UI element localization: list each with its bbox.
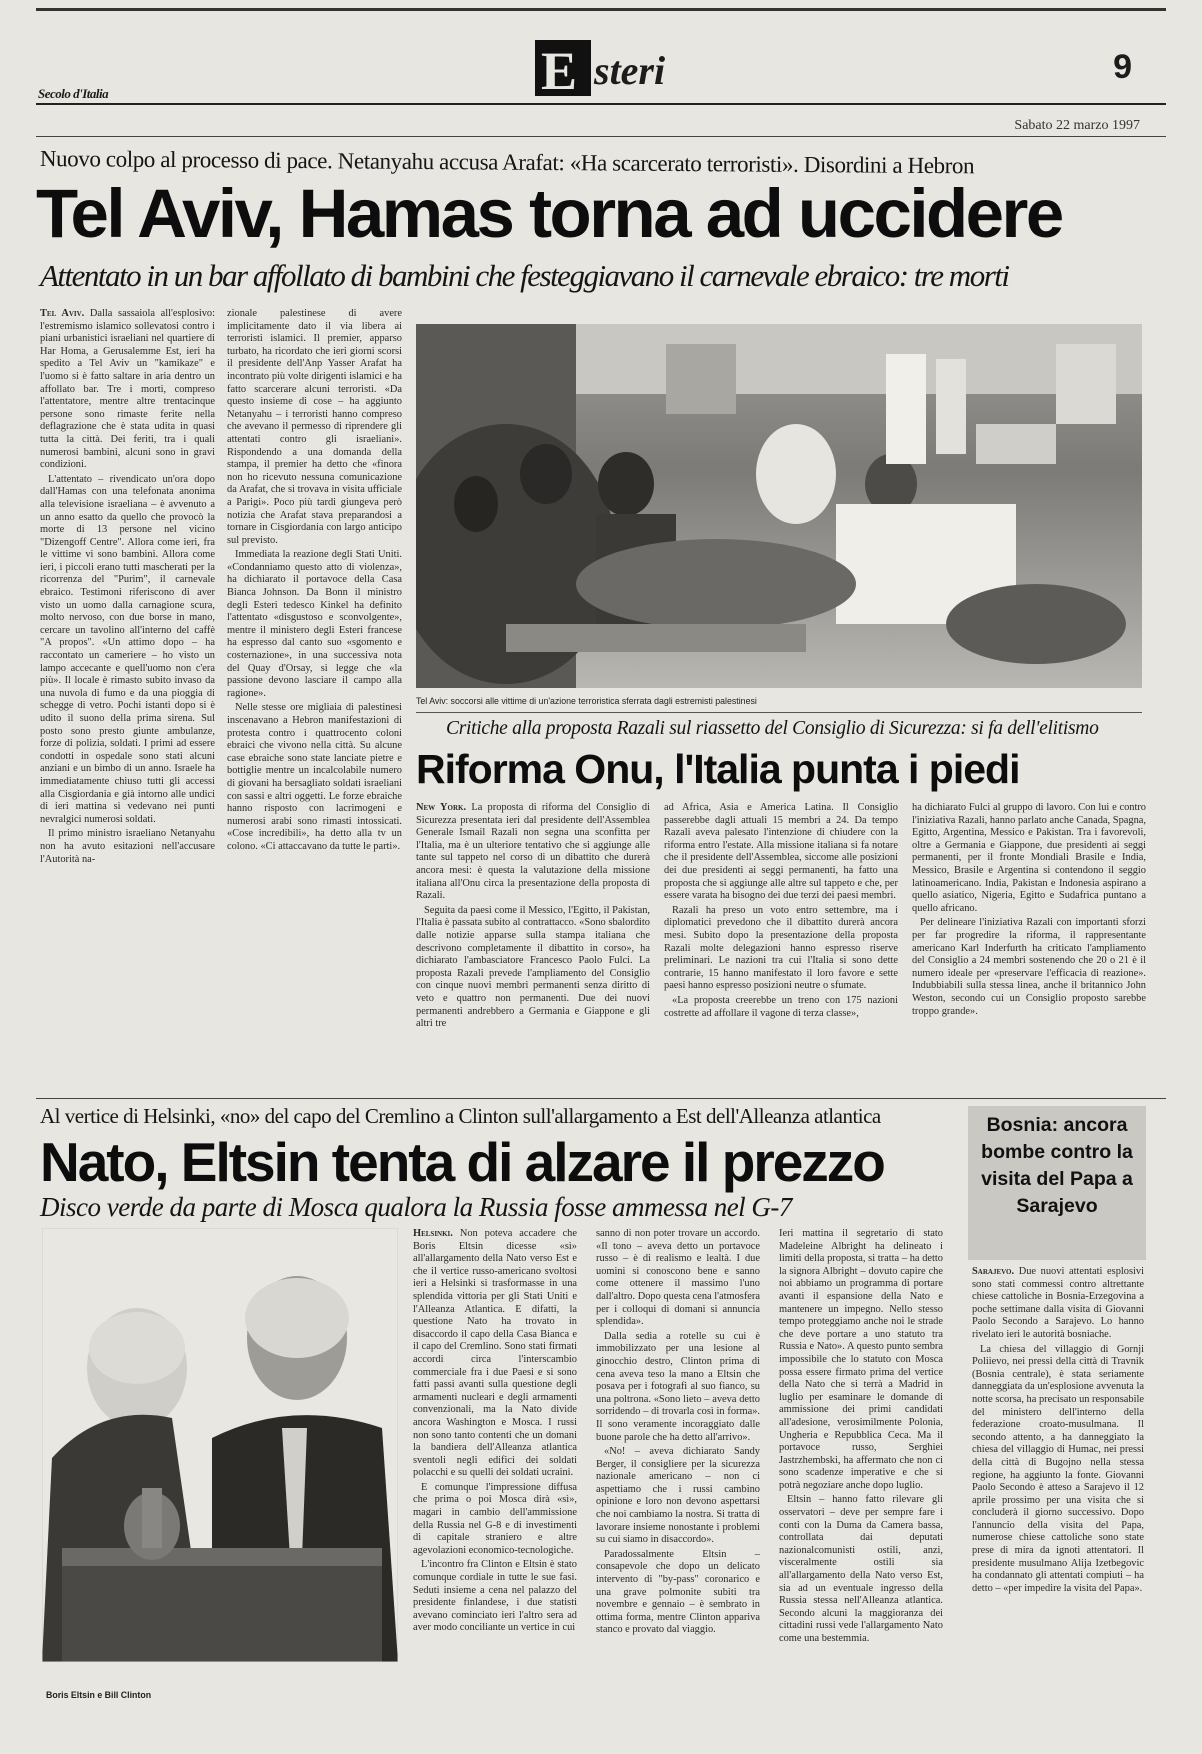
nato-kicker: Al vertice di Helsinki, «no» del capo del Cremlino a Clinton sull'allargamento a Est dell'Alleanza atlantica [40, 1104, 881, 1128]
hamas-kicker: Nuovo colpo al processo di pace. Netanyahu accusa Arafat: «Ha scarcerato terroristi». Disordini a Hebron [39, 146, 975, 179]
hamas-col-2 [227, 308, 402, 1068]
hamas-dateline: Tel Aviv. [40, 308, 85, 319]
nato-photo [42, 1228, 398, 1662]
bosnia-dateline: Sarajevo. [972, 1266, 1015, 1277]
onu-col3-p2: Per delineare l'iniziativa Razali con importanti sforzi per far progredire la riforma, il rappresentante americano Karl Inderfurth ha criticato l'ampliamento del Consiglio a 24 membri sostenendo che 20 o 21 è il numero ideale per «preservare l'efficacia di reazione». Indubbiabili sulla stessa linea, anche il britannico John Weston, secondo cui un Consiglio proposto sarebbe troppo grande». [912, 917, 1146, 1017]
nato-col1-p2: E comunque l'impressione diffusa che prima o poi Mosca dirà «sì», magari in cambio dell'ammissione della Russia nel G-8 e di investimenti di capitale straniero e altre agevolazioni economico-tecnologiche. [413, 1481, 577, 1556]
nato-col-2 [596, 1228, 760, 1728]
onu-dateline: New York. [416, 802, 467, 813]
hamas-col1-p1: Dalla sassaiola all'esplosivo: l'estremismo islamico sollevatosi contro i piani urbanistici israeliani nel quartiere di Har Homa, a Gerusalemme Est, ieri ha spedito a Tel Aviv un "kamikaze" e l'uomo si è fatto saltare in aria dentro un affollato bar. Tre i morti, compreso l'attentatore, mentre altre trentacinque persone sono rimaste ferite nella deflagrazione che è stata udita in quasi tutta la città. Dei feriti, tra i quali numerosi bambini, alcuni sono in gravi condizioni. [40, 308, 215, 471]
nato-col3-p2: Eltsin – hanno fatto rilevare gli osservatori – deve per sempre fare i conti con la Duma da Camera bassa, controllata dai deputati nazionalcomunisti ostili, anzi, visceralmente ostili sia all'allargamento della Nato verso Est, sia ad un eventuale ingresso della Russia stessa nell'Alleanza atlantica. Secondo alcuni la maggioranza dei cittadini russi vede l'allargamento Nato come una bestemmia. [779, 1494, 943, 1644]
onu-col-1 [416, 802, 650, 1092]
hamas-subhead: Attentato in un bar affollato di bambini che festeggiavano il carnevale ebraico: tre morti [40, 258, 1009, 293]
onu-col2-p2: Razali ha preso un voto entro settembre, ma i diplomatici prevedono che il dibattito durerà ancora mesi. Subito dopo la presentazione della proposta Razali molte delegazioni hanno espresso riserve preliminari. Le nazioni tra cui l'Italia si sono dette contrarie, 15 hanno manifestato il loro favore e sette paesi hanno espresso posizioni neutre o sfumate. [664, 904, 898, 992]
nato-col1-p1: Non poteva accadere che Boris Eltsin dicesse «sì» all'allargamento della Nato verso Est e che il vertice russo-americano svoltosi ieri a Helsinki si trasformasse in una splendida vittoria per gli Stati Uniti e l'Alleanza Atlantica. E difatti, la questione Nato ha trovato in disaccordo il capo della Casa Bianca e il capo del Cremlino. Sono stati firmati accordi circa l'interscambio commerciale fra i due Paesi e si sono fatti passi avanti sulla questione degli armamenti nucleari e degli armamenti convenzionali, ma la Nato divide ancora Washington e Mosca. I russi non sono tanto contenti che un domani la bandiera dell'Alleanza atlantica sventoli negli edifici dei soldati polacchi e su quelli dei soldati ucraini. [413, 1228, 577, 1479]
onu-col-2 [664, 802, 898, 1092]
issue-date: Sabato 22 marzo 1997 [1014, 118, 1140, 133]
hamas-photo [416, 324, 1142, 688]
hamas-photo-caption: Tel Aviv: soccorsi alle vittime di un'azione terroristica sferrata dagli estremisti palestinesi [416, 696, 757, 706]
nato-col2-p3: «No! – aveva dichiarato Sandy Berger, il consigliere per la sicurezza nazionale americano – non ci aspettiamo che i russi cambino opinione e loro non devono aspettarsi che noi cambiamo la nostra. Si tratta di lavorare insieme nonostante i problemi su cui siamo in disaccordo». [596, 1446, 760, 1546]
eltsin-clinton-image [42, 1228, 398, 1662]
hamas-col2-p2: Immediata la reazione degli Stati Uniti. «Condanniamo questo atto di violenza», ha dichiarato il portavoce della Casa Bianca Johnson. Da Bonn il ministro degli Esteri tedesco Kinkel ha definito l'attentato «disgustoso e sconvolgente», mentre il ministero degli Esteri francese ha espresso dal canto suo «sgomento e costernazione», in una successiva nota del Quay d'Orsay, si legge che «la passione devono lasciare il campo alla ragione». [227, 549, 402, 699]
onu-headline: Riforma Onu, l'Italia punta i piedi [416, 746, 1020, 792]
page-number: 9 [1113, 48, 1132, 86]
nato-col-1 [413, 1228, 577, 1728]
nato-headline: Nato, Eltsin tenta di alzare il prezzo [40, 1131, 884, 1193]
mid-page-rule [36, 1098, 1166, 1099]
caption-rule [416, 712, 1142, 713]
onu-col1-p1: La proposta di riforma del Consiglio di Sicurezza presentata ieri dal presidente dell'Assemblea Generale Ismail Razali non segna una sconfitta per l'Italia, ma è un ulteriore tentativo che si aggiunge alle tante sul tappeto nel corso di un dibattito che durerà ancora mesi: è questa la valutazione della missione italiana all'Onu circa la presentazione della proposta di Razali. [416, 802, 650, 902]
hamas-col2-p1: zionale palestinese di avere implicitamente dato il via libera ai terroristi islamici. Il premier, apparso turbato, ha ricordato che ieri giorni scorsi il presidente dell'Anp Yasser Arafat ha incontrato più volte dirigenti islamici e ha fatto scarcerare alcuni terroristi. «Da questo insieme di cose – ha aggiunto Netanyahu – i terroristi hanno compreso che avevano il permesso di riprendere gli attentati contro gli israeliani». Rispondendo a una domanda della stampa, il premier ha detto che «finora non ho ricevuto nessuna comunicazione da Arafat, che si trovava in visita ufficiale a Parigi». Poco più tardi giungeva però notizia che Arafat stava preparandosi a tornare in Cisgiordania con largo anticipo sul previsto. [227, 308, 402, 546]
masthead-rule [36, 103, 1166, 105]
bosnia-headline: Bosnia: ancora bombe contro la visita del Papa a Sarajevo [981, 1114, 1133, 1217]
bosnia-col-p2: La chiesa del villaggio di Gornji Poliievo, nei pressi della città di Travnik (Bosnia centrale), è stata seriamente danneggiata da un'esplosione avvenuta la notte scorsa, ha precisato un responsabile del ministero dell'interno della federazione croato-musulmana. Il secondo attento, a ha danneggiato la chiesa del villaggio di Humac, nei pressi della città di Bugojno nella stessa regione, ha aggiunto la fonte. Giovanni Paolo Secondo è atteso a Sarajevo il 12 aprile prossimo per una visita che si concluderà il giorno successivo. Dopo l'annuncio della visita del Papa, numerose chiese cattoliche sono state prese di mira da ignoti attentatori. Il presidente musulmano Alija Izetbegovic ha condannato gli attentati compiuti – ha detto – «per impedire la visita del Papa». [972, 1343, 1144, 1594]
hamas-col1-p3: Il primo ministro israeliano Netanyahu non ha avuto esitazioni nell'accusare l'Autorità na- [40, 828, 215, 865]
section-initial: E [541, 41, 578, 101]
nato-col2-p2: Dalla sedia a rotelle su cui è immobilizzato per una lesione al ginocchio destro, Clinton prima di cena aveva teso la mano a Eltsin che posava per i fotografi al suo fianco, su una poltrona. «Sono lieto – aveva detto sorridendo – di trovarla così in forma». Il sono veramente incoraggiato dalle buone parole che ha detto all'arrivo». [596, 1330, 760, 1443]
onu-col3-p1: ha dichiarato Fulci al gruppo di lavoro. Con lui e contro l'iniziativa Razali, hanno parlato anche Canada, Spagna, Egitto, Argentina, Messico e Pakistan. Tra i favorevoli, oltre a Germania e Giappone, due presidenti ai seggi permanenti, per il fronte Mondiali Brasile e India, Messico, Brasile e Argentina si contendono il seggio latinoamericano. India, Pakistan e Indonesia aspirano a quello asiatico, Nigeria, Egitto e Sudafrica puntano a quello africano. [912, 802, 1146, 914]
date-rule [36, 136, 1166, 137]
nato-col3-p1: Ieri mattina il segretario di stato Madeleine Albright ha delineato i limiti della proposta, si tratta – ha detto la signora Albright – dovuto capire che noi abbiamo un programma di portare avanti il espansione della Nato e mantenere un impegno. Nello stesso tempo proteggiamo anche noi le strade che deve portare a uno statuto tra Russia e Nato». A questo punto sembra impossibile che lo statuto con Mosca possa essere firmato prima del vertice della Nato che si terrà a Madrid in luglio per esaminare le domande di ammissione dei primi candidati all'adesione, verosimilmente Polonia, Ungheria e Repubblica Ceca. Ma il portavoce russo, Serghiei Jastrzhembski, ha affermato che non ci sono scadenze imperative e che si potrà negoziare anche dopo luglio. [779, 1228, 943, 1491]
section-title: steri [594, 48, 666, 93]
onu-kicker: Critiche alla proposta Razali sul riassetto del Consiglio di Sicurezza: si fa dell'elitismo [446, 718, 1099, 739]
hamas-col-1 [40, 308, 215, 1068]
nato-photo-caption: Boris Eltsin e Bill Clinton [46, 1690, 152, 1700]
rescue-scene-image [416, 324, 1142, 688]
bosnia-col-p1: Due nuovi attentati esplosivi sono stati commessi contro altrettante chiese cattoliche in Bosnia-Erzegovina a poche settimane dalla visita di Giovanni Paolo Secondo a Sarajevo. Lo hanno rivelato ieri le autorità bosniache. [972, 1266, 1144, 1340]
hamas-col1-p2: L'attentato – rivendicato un'ora dopo dall'Hamas con una telefonata anonima alla televisione israeliana – è avvenuto a un anno esatto da quello che provocò la morte di 13 persone nel vicino "Dizengoff Centre". Allora come ieri, fra le vittime vi sono bambini. Allora come ieri, i piccoli erano tutti mascherati per la ricorrenza del "Purim", il carnevale ebraico. Testimoni riferiscono di aver visto un uomo dalla carnagione scura, molto nervoso, con due borse in mano, cercare un tavolino all'interno del caffè "A propos". «Un attimo dopo – ha raccontato un cameriere – ho visto un lampo accecante e quell'uomo non c'era più». Il locale è rimasto subito invaso da una nuvola di fumo e da una pioggia di schegge di vetro. Pochi istanti dopo si è udito il suono della prima sirena. Sul posto sono presto giunte ambulanze, forze di polizia, soldati. I primi ad essere condotti in ospedale sono stati alcuni anziani e un bimbo di un anno. Israele ha immediatamente chiuso tutti gli accessi alla Cisgiordania e già intorno alle undici di ieri mattina si vedevano nei punti nevralgici numerosi soldati. [40, 473, 215, 825]
onu-col2-p3: «La proposta creerebbe un treno con 175 nazioni costrette ad affollare il vagone di terza classe», [664, 994, 898, 1019]
top-border [36, 8, 1166, 11]
nato-col2-p1: sanno di non poter trovare un accordo. «Il tono – aveva detto un portavoce russo – è di realismo e lealtà. I due uomini si conoscono bene e sanno come ottenere il massimo l'uno dall'altro. Dopo questa cena l'atmosfera per i colloqui di domani si annuncia splendida». [596, 1228, 760, 1328]
onu-col1-p2: Seguita da paesi come il Messico, l'Egitto, il Pakistan, l'Italia è passata subito al contrattacco. «Sono sbalordito dalle notizie apparse sulla stampa italiana che descrivono completamente il dibattito in corso», ha dichiarato l'ambasciatore Francesco Paolo Fulci. La proposta Razali prevede l'ampliamento del Consiglio con cinque nuovi membri permanenti senza diritto di veto e quattro non permanenti. Due dei nuovi permanenti andrebbero a Germania e Giappone e gli altri tre [416, 904, 650, 1030]
nato-col-3 [779, 1228, 943, 1728]
nato-col2-p4: Paradossalmente Eltsin – consapevole che dopo un delicato intervento di "by-pass" coronarico e una grave polmonite subiti tra novembre e gennaio – è sembrato in ottima forma, mentre Clinton appariva stanco e provato dal viaggio. [596, 1548, 760, 1636]
paper-name: Secolo d'Italia [38, 86, 109, 101]
nato-col1-p3: L'incontro fra Clinton e Eltsin è stato comunque cordiale in tutte le sue fasi. Seduti insieme a cena nel palazzo del presidente finlandese, i due statisti avevano cominciato ieri l'altro sera ad aver modo conciliante un vertice in cui [413, 1559, 577, 1634]
hamas-col2-p3: Nelle stesse ore migliaia di palestinesi inscenavano a Hebron manifestazioni di protesta contro i quattrocento coloni ebraici che vivono nella città. Su alcune case ebraiche sono state lanciate pietre e bottiglie mentre un incalcolabile numero di giovani ha bersagliato soldati israeliani con sassi e altri oggetti. Le forze ebraiche hanno risposto con lacrimogeni e numerosi arabi sono rimasti intossicati. «Cose incredibili», ha detto alla tv un colono. «Ci attaccavano da tutte le parti». [227, 702, 402, 852]
onu-col2-p1: ad Africa, Asia e America Latina. Il Consiglio passerebbe dagli attuali 15 membri a 24. Da tempo Razali aveva palesato l'intenzione di chiudere con la riforma entro l'estate. Alla missione italiana si fa notare che il presidente dell'Assemblea, siccome alle posizioni dei due presidenti ai seggi permanenti, ha fatto una proposta che si aggiunge alle altre sul tappeto e che, per essere varata ha bisogno dei due terzi dei paesi membri. [664, 802, 898, 902]
hamas-headline: Tel Aviv, Hamas torna ad uccidere [36, 175, 1062, 252]
bosnia-col [972, 1266, 1144, 1726]
nato-subhead: Disco verde da parte di Mosca qualora la Russia fosse ammessa nel G-7 [40, 1192, 792, 1222]
onu-col-3 [912, 802, 1146, 1092]
nato-dateline: Helsinki. [413, 1228, 453, 1239]
